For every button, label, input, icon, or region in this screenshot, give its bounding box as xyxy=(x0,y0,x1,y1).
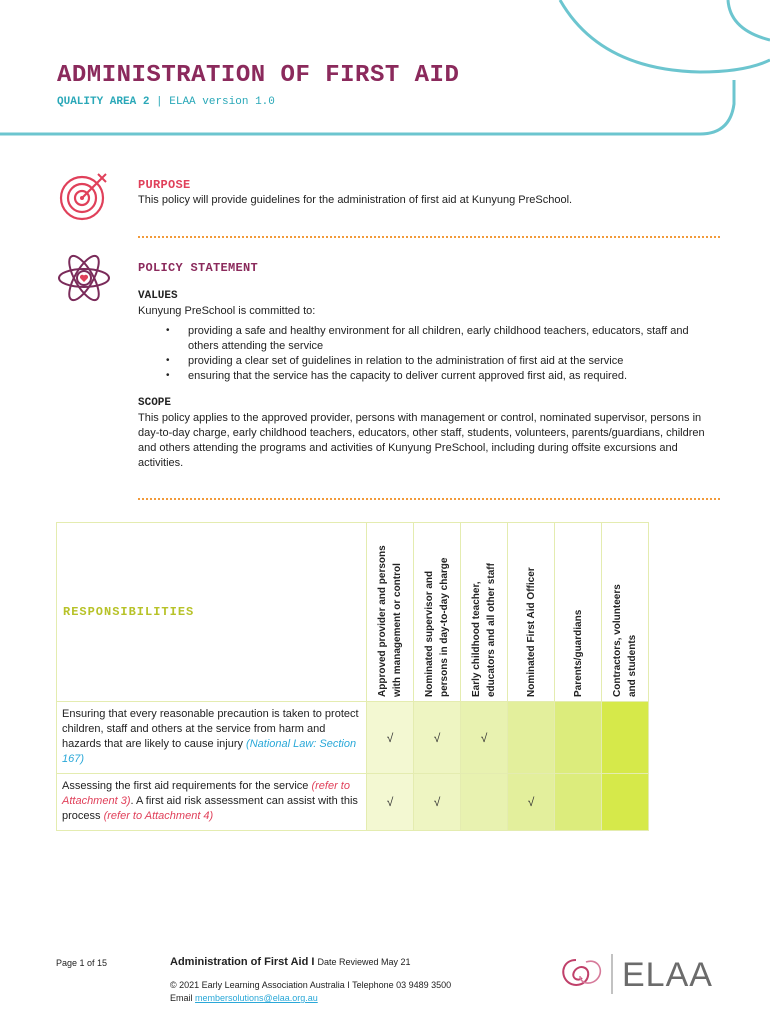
tick-cell xyxy=(461,702,508,774)
email-link[interactable]: membersolutions@elaa.org.au xyxy=(195,993,318,1003)
column-header-line: educators and all other staff xyxy=(486,563,497,697)
column-header-line: with management or control xyxy=(392,563,403,697)
column-header xyxy=(414,523,461,702)
tick-cell xyxy=(461,774,508,831)
copyright: © 2021 Early Learning Association Australia I Telephone 03 9489 3500 xyxy=(170,980,452,990)
tick-cell xyxy=(414,702,461,774)
tick-mark: √ xyxy=(433,795,441,809)
column-header-line: Nominated supervisor and xyxy=(424,570,435,697)
tick-mark: √ xyxy=(386,795,394,809)
tick-cell xyxy=(508,702,555,774)
values-heading: VALUES xyxy=(138,290,178,302)
tick-cell xyxy=(555,702,602,774)
row-description xyxy=(57,702,367,774)
column-header xyxy=(555,523,602,702)
table-row xyxy=(57,774,649,831)
footer-doc-title: Administration of First Aid xyxy=(170,956,309,968)
scope-text: This policy applies to the approved provider, persons with management or control, nominated supervisor, persons in day-to-day charge, early childhood teachers, educators, other staff, students, volunteers, parents/guardians, children and others attending the programs and activities of Kunyung PreSchool, including during offsite excursions and activities. xyxy=(138,412,705,469)
list-item: • ensuring that the service has the capacity to deliver current approved first aid, as required. xyxy=(162,369,722,384)
email-label: Email xyxy=(170,993,193,1003)
quality-area: QUALITY AREA 2 xyxy=(57,96,150,108)
tick-cell xyxy=(602,774,649,831)
column-header-line: Parents/guardians xyxy=(572,609,584,697)
row-text: . A first aid risk assessment can assist with this process xyxy=(62,795,358,822)
section-divider xyxy=(138,236,720,238)
list-item: • providing a safe and healthy environment for all children, early childhood teachers, educators, staff and others attending the service xyxy=(162,324,722,354)
tick-cell xyxy=(367,774,414,831)
elaa-logo-text: ELAA xyxy=(622,956,713,994)
column-header-line: Nominated First Aid Officer xyxy=(525,567,537,697)
row-text: Assessing the first aid requirements for the service xyxy=(62,780,312,792)
scope-heading: SCOPE xyxy=(138,397,172,409)
purpose-heading: PURPOSE xyxy=(138,178,191,192)
column-header xyxy=(602,523,649,702)
column-header xyxy=(367,523,414,702)
column-header-line: Early childhood teacher, xyxy=(471,581,482,697)
elaa-logo-mark xyxy=(556,950,616,996)
version: ELAA version 1.0 xyxy=(169,96,275,108)
column-header-line: Contractors, volunteers xyxy=(612,584,623,697)
purpose-text: This policy will provide guidelines for the administration of first aid at Kunyung PreSchool. xyxy=(138,194,573,206)
footer-contact xyxy=(170,979,451,1005)
responsibilities-heading: RESPONSIBILITIES xyxy=(57,523,367,702)
tick-mark: √ xyxy=(527,795,535,809)
tick-cell xyxy=(414,774,461,831)
page-subtitle xyxy=(57,96,275,108)
row-reference: (National Law: Section 167) xyxy=(62,738,357,765)
column-header xyxy=(461,523,508,702)
footer-title-separator: I xyxy=(311,956,315,968)
tick-cell xyxy=(555,774,602,831)
responsibilities-table xyxy=(56,522,649,831)
values-intro: Kunyung PreSchool is committed to: xyxy=(138,305,316,317)
footer-title xyxy=(170,956,411,968)
section-divider xyxy=(138,498,720,500)
tick-mark: √ xyxy=(480,730,488,745)
atom-heart-icon xyxy=(56,252,112,304)
tick-mark: √ xyxy=(433,730,441,745)
tick-mark: √ xyxy=(386,730,394,745)
row-text: Ensuring that every reasonable precaution is taken to protect children, staff and others at the service from harm and hazards that are likely to cause injury xyxy=(62,708,359,750)
row-reference: (refer to Attachment 4) xyxy=(103,810,214,822)
target-icon xyxy=(56,170,110,224)
page-number: Page 1 of 15 xyxy=(56,958,108,968)
column-header-line: persons in day-to-day charge xyxy=(439,557,450,697)
date-reviewed: Date Reviewed May 21 xyxy=(317,957,411,967)
table-row xyxy=(57,702,649,774)
row-description xyxy=(57,774,367,831)
table-header-row xyxy=(57,523,649,702)
list-item: • providing a clear set of guidelines in relation to the administration of first aid at the service xyxy=(162,354,722,369)
column-header-line: and students xyxy=(627,634,638,697)
tick-cell xyxy=(602,702,649,774)
tick-cell xyxy=(508,774,555,831)
values-list xyxy=(162,324,722,384)
page-title: ADMINISTRATION OF FIRST AID xyxy=(57,62,460,89)
tick-cell xyxy=(367,702,414,774)
column-header-line: Approved provider and persons xyxy=(377,545,388,697)
row-reference: (refer to Attachment 3) xyxy=(62,780,350,807)
column-header xyxy=(508,523,555,702)
policy-heading: POLICY STATEMENT xyxy=(138,261,259,275)
subtitle-separator: | xyxy=(156,96,163,108)
